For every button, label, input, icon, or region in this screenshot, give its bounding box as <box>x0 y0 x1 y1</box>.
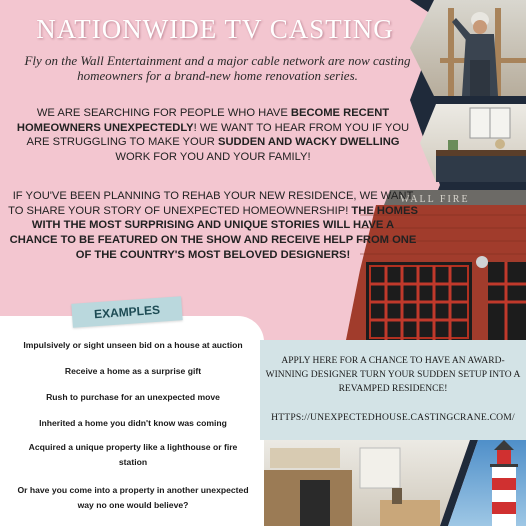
apply-line: APPLY HERE FOR A CHANCE TO HAVE AN AWARD- <box>281 356 505 366</box>
para-emphasis: BECOME RECENT HOMEOWNERS UNEXPECTEDLY <box>16 107 390 134</box>
example-item: way no one would believe? <box>77 500 189 510</box>
details-paragraph <box>8 189 418 263</box>
example-item: Rush to purchase for an unexpected move <box>46 392 220 402</box>
page-title: NATIONWIDE TV CASTING <box>36 14 394 44</box>
example-item: Acquired a unique property like a lighthouse or fire <box>28 442 238 452</box>
fire-station-sign: WALL FIRE <box>400 194 470 205</box>
apply-line: REVAMPED RESIDENCE! <box>338 384 448 394</box>
example-item: station <box>118 457 148 467</box>
apply-text <box>264 354 522 396</box>
modern-kitchen-photo <box>262 440 470 526</box>
apply-line: WINNING DESIGNER TURN YOUR SUDDEN SETUP INTO A <box>265 370 521 380</box>
para-text: WORK FOR YOU AND YOUR FAMILY! <box>115 151 311 164</box>
para-emphasis: SUDDEN AND WACKY DWELLING <box>218 136 400 149</box>
subtitle-line: Fly on the Wall Entertainment and a major cable network are now casting <box>24 53 411 68</box>
para-text: WE ARE SEARCHING FOR PEOPLE WHO HAVE <box>36 107 291 119</box>
para-text: ! WE WANT TO HEAR FROM YOU IF YOU ARE STRUGGLING TO MAKE YOUR <box>26 121 410 149</box>
example-item: Impulsively or sight unseen bid on a house at auction <box>23 340 243 350</box>
kitchen-photo <box>420 104 526 182</box>
apply-link[interactable]: HTTPS://UNEXPECTEDHOUSE.CASTINGCRANE.COM/ <box>271 412 515 423</box>
examples-header: EXAMPLES <box>71 296 182 328</box>
para-emphasis: THE HOMES WITH THE MOST SURPRISING AND UNIQUE STORIES WILL HAVE A CHANCE TO BE FEATURED ON THE SHOW AND RECEIVE HELP FROM ONE OF THE COUNTRY'S MOST BELOVED DESIGNERS! <box>9 204 418 261</box>
subtitle-line: homeowners for a brand-new home renovation series. <box>77 68 358 83</box>
example-item: Or have you come into a property in another unexpected <box>17 485 249 495</box>
intro-paragraph <box>8 106 418 165</box>
subtitle <box>20 53 415 83</box>
para-text: IF YOU'VE BEEN PLANNING TO REHAB YOUR NEW RESIDENCE, WE WANT TO SHARE YOUR STORY OF UNEXPECTED HOMEOWNERSHIP! <box>8 190 414 217</box>
example-item: Inherited a home you didn't know was coming <box>39 418 227 428</box>
example-item: Receive a home as a surprise gift <box>64 366 202 376</box>
